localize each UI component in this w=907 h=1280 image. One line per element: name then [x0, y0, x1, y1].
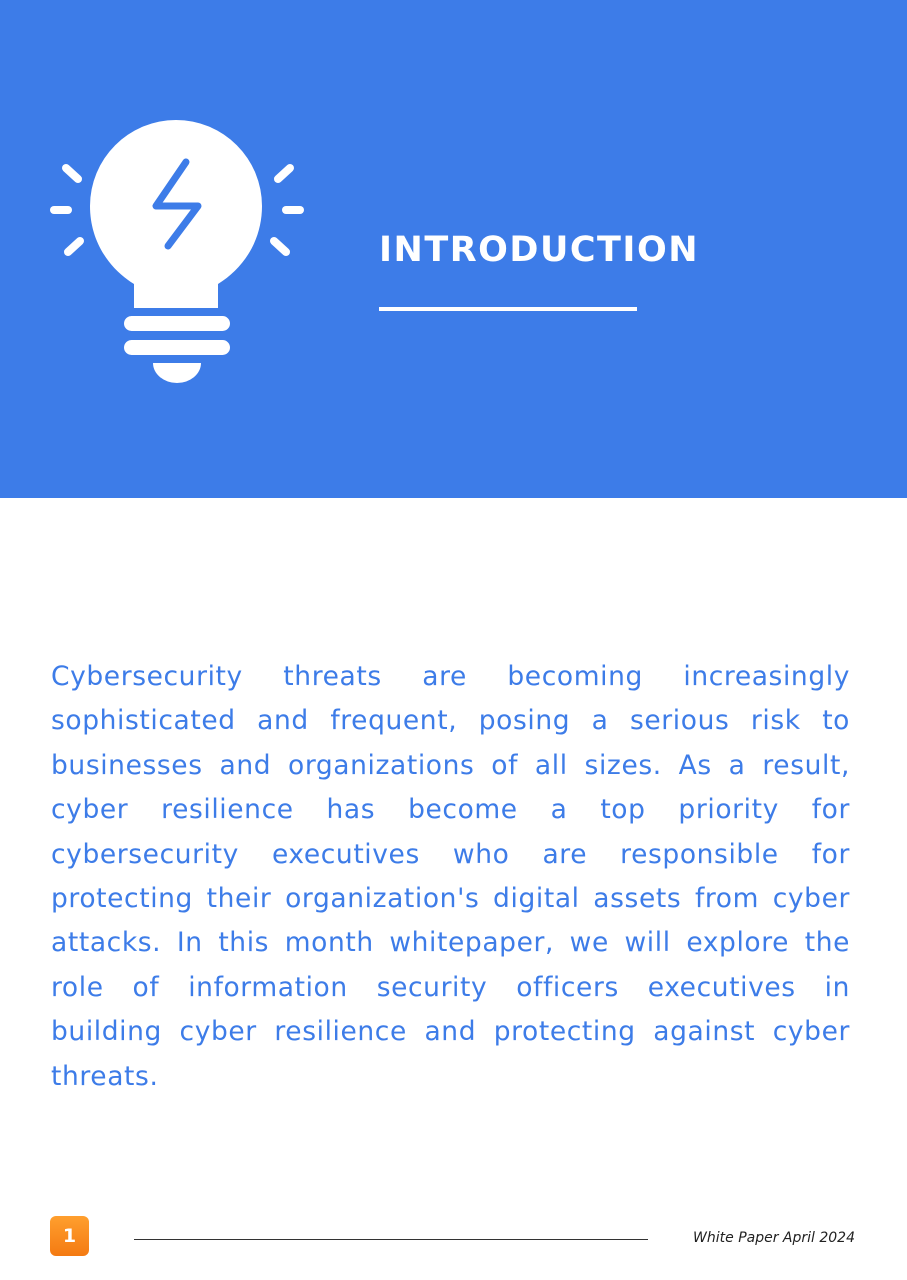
header-banner: [0, 0, 907, 498]
page-number-badge: 1: [50, 1216, 89, 1256]
intro-paragraph: Cybersecurity threats are becoming increasingly sophisticated and frequent, posing a serious risk to businesses and organizations of all sizes. As a result, cyber resilience has become a top priority for cybersecurity executives who are responsible for protecting their organization's digital assets from cyber attacks. In this month whitepaper, we will explore the role of information security officers executives in building cyber resilience and protecting against cyber threats.: [51, 661, 850, 1092]
footer-divider: [134, 1239, 648, 1240]
footer-label: White Paper April 2024: [693, 1230, 855, 1246]
page-title: INTRODUCTION: [379, 230, 699, 270]
title-underline: [379, 307, 637, 311]
lightbulb-icon: [48, 108, 308, 388]
